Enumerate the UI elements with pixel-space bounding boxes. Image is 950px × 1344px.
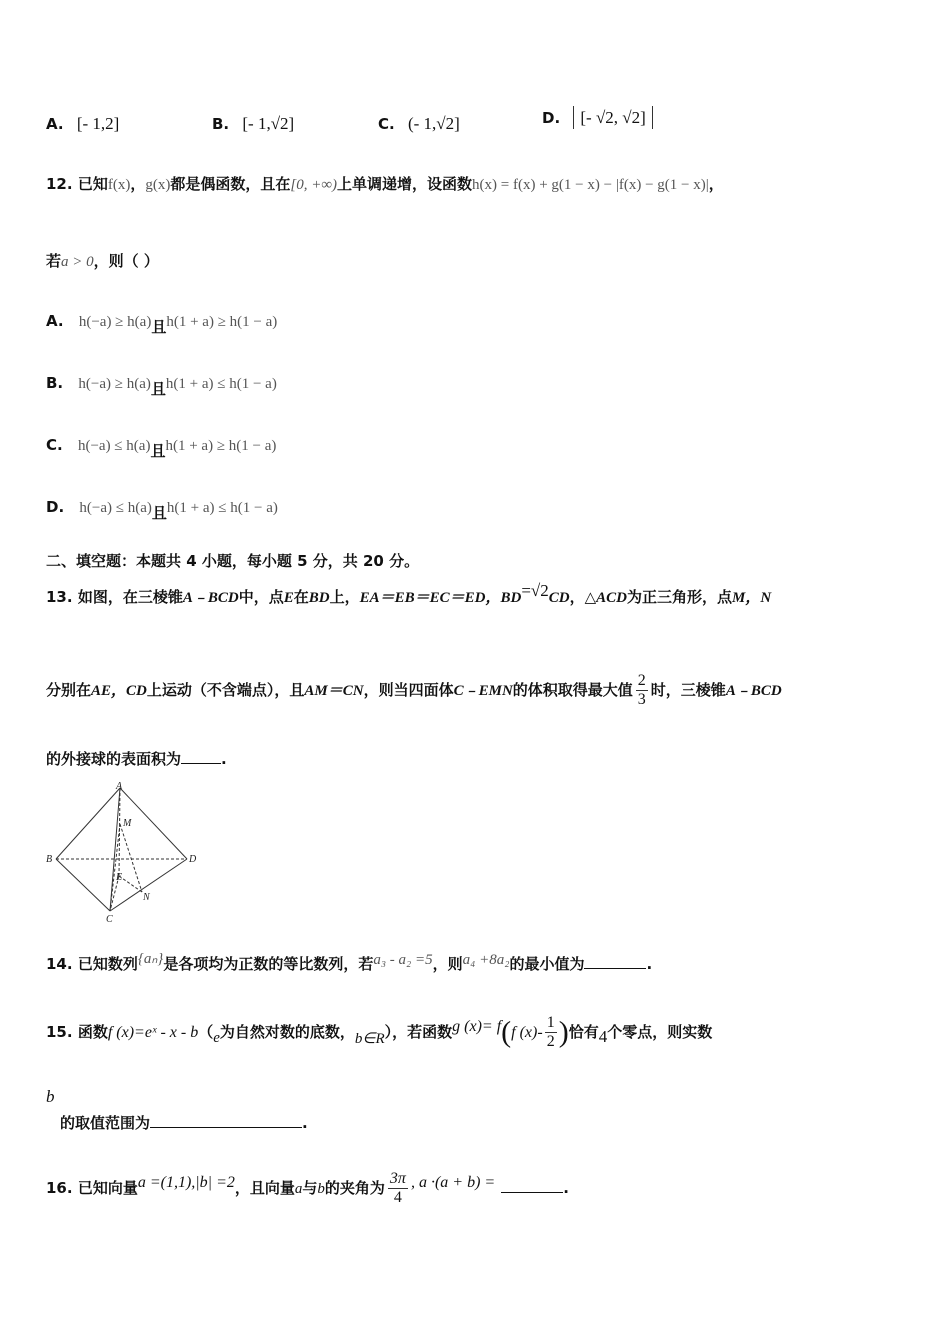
q13-line2	[46, 672, 782, 709]
formula: [0, +∞)	[290, 177, 338, 193]
formula: h(−a) ≤ h(a)	[79, 500, 152, 516]
question-number: 13.	[46, 588, 73, 606]
formula: g (x)= f	[452, 1018, 502, 1035]
math-text: AE，CD	[91, 683, 147, 699]
text: （	[198, 1023, 214, 1041]
math-text: AM＝CN	[304, 683, 364, 699]
fraction	[545, 1014, 557, 1051]
answer-blank[interactable]	[181, 763, 221, 764]
formula: f (x)=eˣ - x - b	[107, 1024, 199, 1041]
q13-line1	[46, 581, 772, 607]
numerator: 3π	[389, 1170, 406, 1187]
q12-option-a	[46, 310, 278, 336]
pyramid-figure	[44, 780, 204, 925]
text: 中，点	[238, 588, 284, 606]
formula: h(−a) ≥ h(a)	[78, 376, 151, 392]
text: ，且向量	[234, 1179, 295, 1197]
answer-blank[interactable]	[501, 1192, 563, 1193]
q12-option-d	[46, 496, 278, 522]
text: .	[563, 1179, 569, 1197]
option-label: B.	[46, 374, 64, 392]
text: ，则（ ）	[93, 252, 159, 270]
q11-option-a	[46, 114, 119, 134]
formula: a₄ +8a₂	[462, 952, 510, 968]
paren-right: )	[558, 1015, 569, 1049]
text: 的体积取得最大值	[512, 681, 633, 699]
math-text: A﹣BCD	[182, 590, 239, 606]
option-label: A.	[46, 115, 64, 133]
text: 为正三角形，点	[626, 588, 732, 606]
q12-option-c	[46, 434, 277, 460]
fraction	[636, 672, 648, 709]
q14-line	[46, 953, 652, 974]
math-text: ACD	[596, 590, 627, 606]
formula: a₃ - a₂ =5	[373, 952, 433, 968]
text: 恰有	[568, 1023, 599, 1041]
segment-mn	[120, 824, 142, 892]
text: 上单调递增，设函数	[337, 175, 473, 193]
math-text: BD	[308, 590, 330, 606]
option-label: C.	[46, 436, 63, 454]
q15-line1	[46, 1014, 712, 1051]
math-text: =	[521, 581, 531, 600]
text: 若	[46, 252, 62, 270]
formula: {aₙ}	[137, 951, 164, 967]
formula: b∈R	[354, 1031, 385, 1047]
text: ，则当四面体	[363, 681, 454, 699]
edge-ab	[56, 788, 120, 859]
text: 且	[151, 504, 167, 522]
formula: a > 0	[61, 254, 94, 270]
denominator: 3	[637, 691, 646, 708]
q16-line	[46, 1170, 569, 1207]
formula: f (x)-	[511, 1024, 543, 1041]
text: .	[646, 955, 653, 973]
text: 的外接球的表面积为	[46, 750, 182, 768]
text: 如图，在三棱锥	[77, 588, 183, 606]
formula: e	[213, 1030, 220, 1046]
text: .	[221, 750, 227, 768]
question-number: 15.	[46, 1023, 73, 1041]
formula: h(−a) ≥ h(a)	[78, 314, 152, 330]
math-text: M，N	[732, 590, 772, 606]
formula: h(x) = f(x) + g(1 − x) − |f(x) − g(1 − x)|	[472, 177, 709, 193]
edge-cd	[110, 859, 187, 911]
q12-option-b	[46, 372, 277, 398]
formula: h(−a) ≤ h(a)	[77, 438, 151, 454]
q11-option-b	[212, 114, 294, 134]
text: 且	[151, 318, 167, 336]
text: .	[302, 1114, 308, 1132]
q11-option-d	[542, 108, 653, 128]
edge-bc	[56, 859, 110, 911]
segment-en	[119, 876, 142, 892]
denominator: 2	[546, 1033, 555, 1050]
label-c: C	[106, 914, 113, 925]
text: 时，三棱锥	[650, 681, 726, 699]
label-m: M	[123, 818, 132, 829]
text: 上，	[329, 588, 360, 606]
section-heading	[46, 550, 419, 571]
text: 且	[150, 442, 166, 460]
heading-text: 二、填空题：本题共 4 小题，每小题 5 分，共 20 分。	[46, 552, 420, 570]
formula: g(x)	[145, 177, 171, 193]
paren-left: (	[501, 1015, 512, 1049]
math-text: C﹣EMN	[453, 683, 513, 699]
option-label: D.	[46, 498, 65, 516]
text: ，△	[569, 588, 597, 606]
text: 个零点，则实数	[607, 1023, 713, 1041]
text: 且	[150, 380, 166, 398]
formula: b	[317, 1181, 325, 1197]
formula: 4	[598, 1027, 608, 1046]
option-text: (- 1,√2]	[407, 114, 460, 133]
math-text: CD	[548, 590, 570, 606]
question-number: 16.	[46, 1179, 73, 1197]
formula: a	[294, 1181, 303, 1197]
formula: h(1 + a) ≥ h(1 − a)	[166, 314, 278, 330]
option-text: [- 1,2]	[76, 114, 120, 133]
option-label: D.	[542, 109, 561, 127]
math-text: E	[283, 590, 294, 606]
text: 已知向量	[77, 1179, 138, 1197]
formula: h(1 + a) ≥ h(1 − a)	[165, 438, 277, 454]
denominator: 4	[393, 1189, 402, 1206]
text: 的取值范围为	[60, 1114, 151, 1132]
answer-blank[interactable]	[584, 968, 646, 969]
q13-line3	[46, 748, 227, 769]
text: 在	[293, 588, 309, 606]
q15-line3	[46, 1112, 308, 1133]
text: ，则	[432, 955, 463, 973]
formula: a =(1,1),|b| =2	[137, 1174, 235, 1191]
question-number: 12.	[46, 175, 73, 193]
text: 都是偶函数，且在	[170, 175, 291, 193]
label-a: A	[116, 781, 123, 792]
math-text: √2	[530, 581, 549, 600]
text: 的夹角为	[324, 1179, 385, 1197]
numerator: 1	[546, 1014, 555, 1031]
option-label: B.	[212, 115, 230, 133]
option-text: [- √2, √2]	[573, 106, 652, 129]
text: 已知数列	[77, 955, 138, 973]
formula: h(1 + a) ≤ h(1 − a)	[165, 376, 277, 392]
text: 已知	[77, 175, 108, 193]
text: 与	[302, 1179, 318, 1197]
q11-option-c	[378, 114, 460, 134]
text: ），若函数	[384, 1023, 453, 1041]
option-text: [- 1,√2]	[242, 114, 295, 133]
label-n: N	[143, 892, 150, 903]
text: 为自然对数的底数，	[219, 1023, 355, 1041]
label-e: E	[116, 872, 123, 883]
option-label: A.	[46, 312, 64, 330]
formula: f(x)	[107, 177, 131, 193]
option-label: C.	[378, 115, 395, 133]
formula: , a ·(a + b) =	[410, 1174, 496, 1191]
math-text: A﹣BCD	[725, 683, 782, 699]
numerator: 2	[637, 672, 646, 689]
text: 分别在	[46, 681, 92, 699]
text: 上运动（不含端点），且	[146, 681, 305, 699]
q12-line2	[46, 250, 159, 271]
label-b: B	[46, 854, 53, 865]
fraction	[388, 1170, 408, 1207]
answer-blank[interactable]	[150, 1127, 302, 1128]
math-text: EA＝EB＝EC＝ED，BD	[359, 590, 522, 606]
formula: h(1 + a) ≤ h(1 − a)	[166, 500, 278, 516]
text: 的最小值为	[509, 955, 585, 973]
label-d: D	[189, 854, 197, 865]
formula: b	[46, 1087, 55, 1106]
text: 函数	[77, 1023, 108, 1041]
q12-line1: 12. 已知f(x)，g(x)都是偶函数，且在[0, +∞)上单调递增，设函数h(x) = f(x) + g(1 − x) − |f(x) − g(1 − x)|，	[46, 175, 724, 193]
text: ，	[708, 175, 724, 193]
question-number: 14.	[46, 955, 73, 973]
text: 是各项均为正数的等比数列，若	[163, 955, 374, 973]
